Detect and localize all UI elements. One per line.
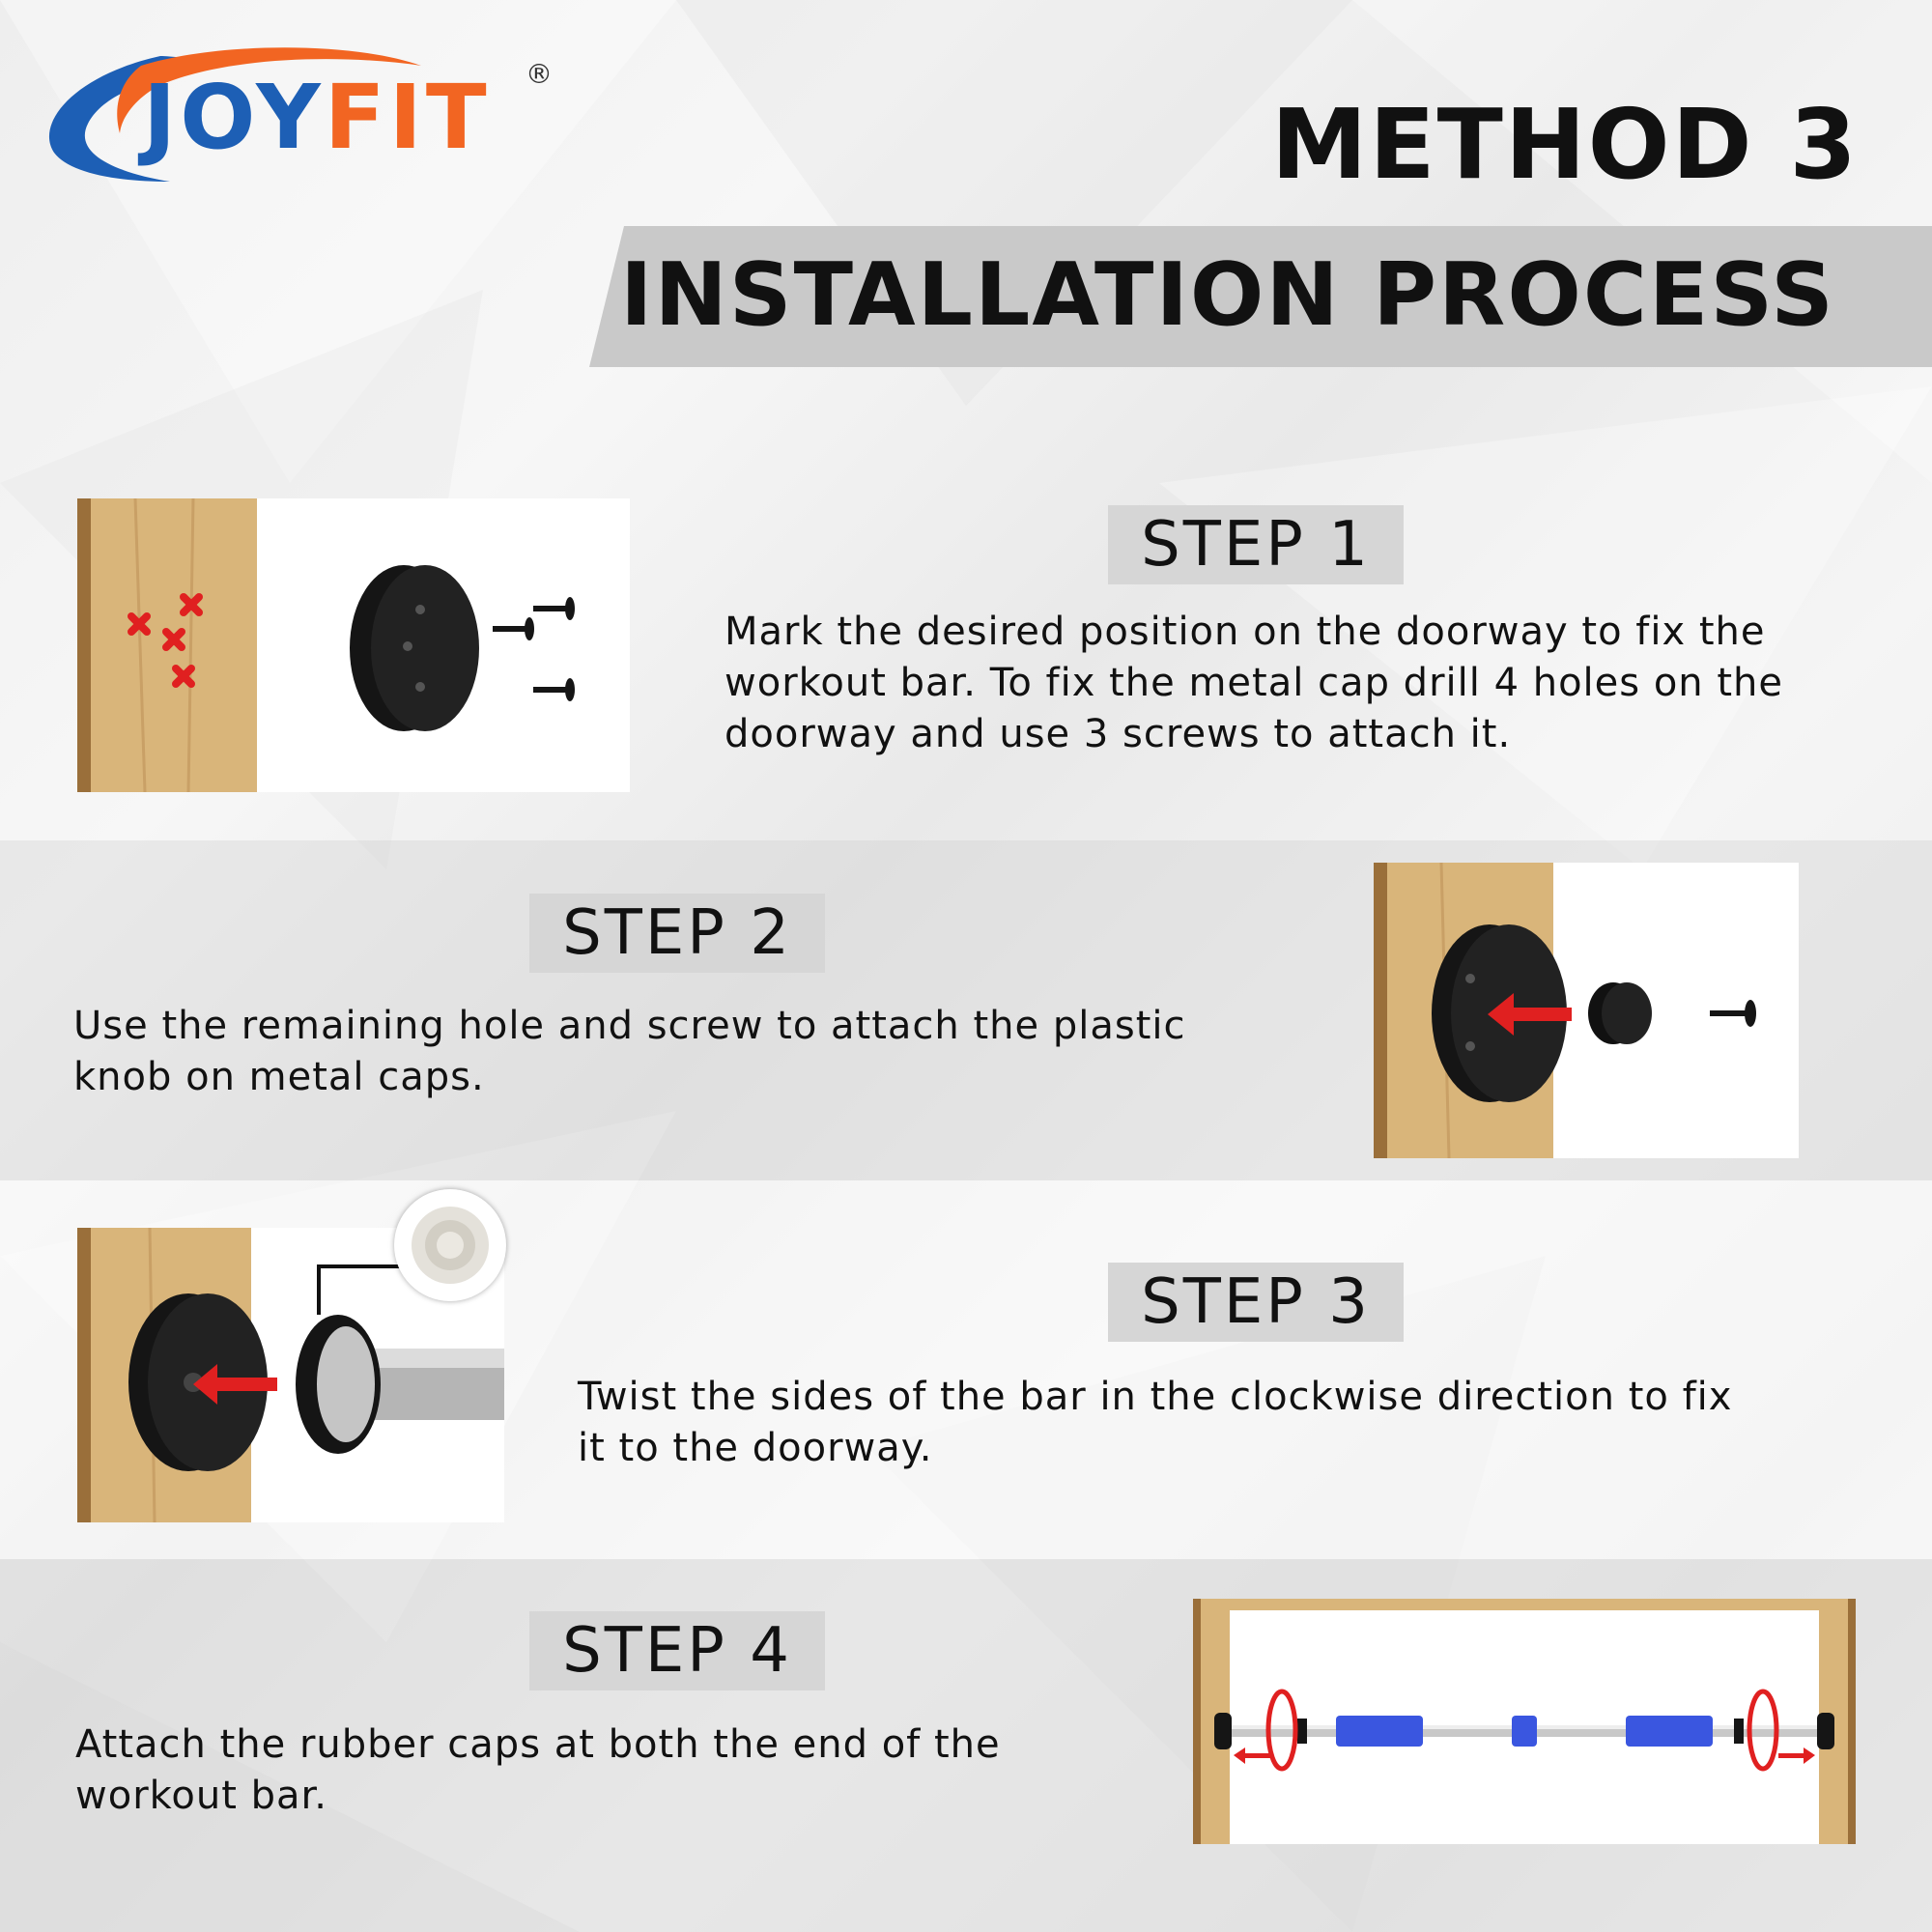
step-2-label [529, 894, 825, 973]
logo-fit-text: FIT [324, 66, 491, 169]
installation-banner [589, 226, 1932, 367]
step-1-illustration [77, 498, 630, 792]
logo-joy-text: JOY [143, 66, 325, 169]
step-1-line-1: Mark the desired position on the doorway to fix the [724, 610, 1766, 654]
step-1-line-3: doorway and use 3 screws to attach it. [724, 712, 1512, 756]
step-4-line-1: Attach the rubber caps at both the end of the [75, 1722, 1001, 1767]
step-3-description [578, 1372, 1732, 1474]
step-4-line-2: workout bar. [75, 1774, 327, 1818]
screw-icon [1710, 1000, 1756, 1027]
step-3-label [1108, 1263, 1404, 1342]
screw-icons [493, 597, 575, 701]
step-2-line-1: Use the remaining hole and screw to attach the plastic [73, 1004, 1186, 1048]
joyfit-logo [35, 37, 556, 191]
plastic-knob-icon [1588, 982, 1652, 1044]
step-4-illustration [1193, 1599, 1856, 1844]
banner-title: INSTALLATION PROCESS [620, 244, 1835, 346]
step-3-line-2: it to the doorway. [578, 1426, 933, 1470]
foam-grip-icons [1336, 1716, 1713, 1747]
registered-mark: ® [526, 58, 553, 90]
step-1-label [1108, 505, 1404, 584]
step-2-description [73, 1001, 1185, 1103]
step-4-description [75, 1719, 1001, 1822]
method-title: METHOD 3 [1270, 88, 1859, 201]
step-2-label-text: STEP 2 [562, 897, 792, 969]
step-4-label [529, 1611, 825, 1690]
step-1-line-2: workout bar. To fix the metal cap drill 4 holes on the [724, 661, 1784, 705]
step-1-label-text: STEP 1 [1141, 509, 1371, 581]
step-1-description [724, 607, 1783, 760]
step-4-label-text: STEP 4 [562, 1615, 792, 1687]
step-3-label-text: STEP 3 [1141, 1266, 1371, 1338]
step-2-line-2: knob on metal caps. [73, 1055, 485, 1099]
rubber-cap-inset-icon [394, 1189, 506, 1301]
step-2-illustration [1374, 863, 1799, 1158]
step-3-line-1: Twist the sides of the bar in the clockwise direction to fix [578, 1375, 1733, 1419]
logo-wordmark [143, 66, 491, 169]
step-3-illustration [77, 1228, 504, 1522]
